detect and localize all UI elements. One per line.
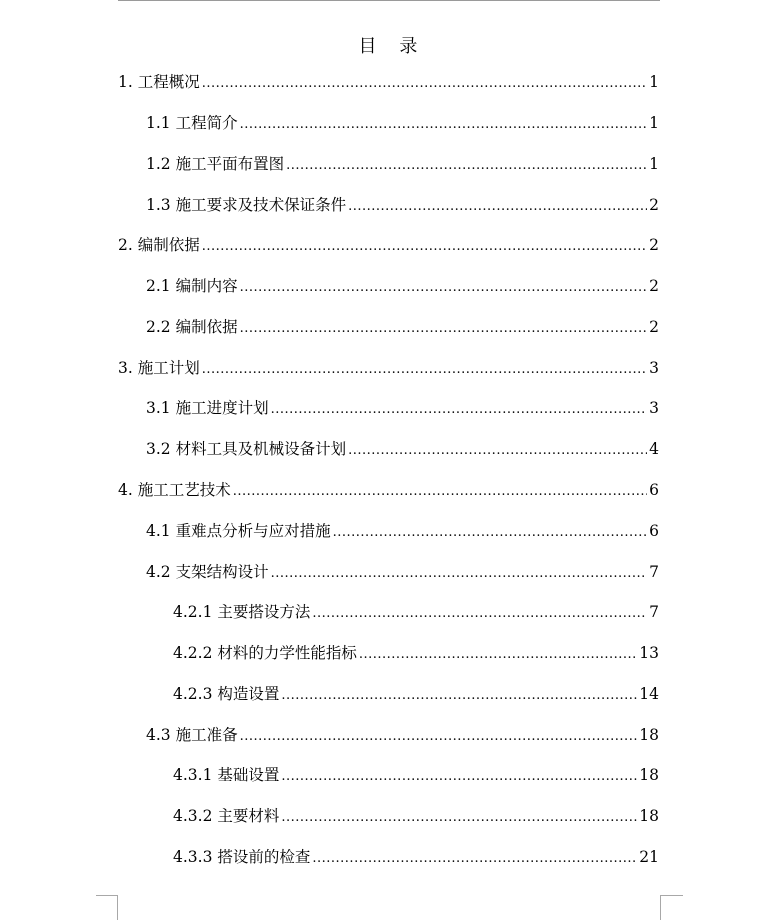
toc-leader-dots bbox=[348, 442, 647, 460]
toc-leader-dots bbox=[281, 768, 637, 786]
toc-entry-text: 1. 工程概况 bbox=[118, 73, 200, 91]
toc-leader-dots bbox=[312, 605, 647, 623]
toc-entry-text: 3.2 材料工具及机械设备计划 bbox=[146, 440, 347, 458]
toc-entry[interactable] bbox=[146, 153, 659, 175]
toc-entry[interactable] bbox=[146, 275, 659, 297]
toc-leader-dots bbox=[286, 157, 647, 175]
toc-entry-text: 2. 编制依据 bbox=[118, 236, 200, 254]
toc-entry-text: 4.3 施工准备 bbox=[146, 726, 238, 744]
toc-entry-text: 4. 施工工艺技术 bbox=[118, 481, 231, 499]
toc-entry-text: 4.3.2 主要材料 bbox=[173, 807, 280, 825]
toc-entry[interactable] bbox=[146, 561, 659, 583]
toc-entry[interactable] bbox=[173, 805, 659, 827]
toc-entry-text: 1.3 施工要求及技术保证条件 bbox=[146, 196, 347, 214]
toc-entry[interactable] bbox=[146, 194, 659, 216]
toc-entry[interactable] bbox=[173, 601, 659, 623]
toc-page-number: 18 bbox=[639, 807, 659, 825]
toc-title: 目 录 bbox=[358, 36, 418, 57]
toc-entry-text: 2.1 编制内容 bbox=[146, 277, 238, 295]
page-corner-mark-left bbox=[96, 895, 118, 920]
toc-leader-dots bbox=[233, 483, 647, 501]
toc-entry[interactable] bbox=[118, 479, 659, 501]
toc-page-number: 1 bbox=[649, 155, 659, 173]
toc-entry-text: 4.2.3 构造设置 bbox=[173, 685, 280, 703]
toc-leader-dots bbox=[359, 646, 637, 664]
toc-leader-dots bbox=[202, 238, 647, 256]
toc-page-number: 2 bbox=[649, 196, 659, 214]
toc-entry-text: 4.2 支架结构设计 bbox=[146, 563, 269, 581]
toc-page-number: 4 bbox=[649, 440, 659, 458]
toc-entry[interactable] bbox=[146, 724, 659, 746]
toc-page-number: 13 bbox=[639, 644, 659, 662]
toc-page-number: 3 bbox=[649, 399, 659, 417]
toc-entry-text: 3.1 施工进度计划 bbox=[146, 399, 269, 417]
toc-entry[interactable] bbox=[146, 316, 659, 338]
toc-entry-text: 1.1 工程简介 bbox=[146, 114, 238, 132]
toc-entry[interactable] bbox=[146, 520, 659, 542]
toc-page-number: 2 bbox=[649, 236, 659, 254]
toc-entry[interactable] bbox=[146, 438, 659, 460]
toc-entry-text: 4.3.1 基础设置 bbox=[173, 766, 280, 784]
toc-entry[interactable] bbox=[118, 234, 659, 256]
toc-page-number: 14 bbox=[639, 685, 659, 703]
toc-page-number: 7 bbox=[649, 563, 659, 581]
toc-leader-dots bbox=[240, 320, 648, 338]
toc-entry[interactable] bbox=[173, 683, 659, 705]
toc-entry[interactable] bbox=[173, 846, 659, 868]
toc-page-number: 18 bbox=[639, 726, 659, 744]
toc-page-number: 6 bbox=[649, 481, 659, 499]
toc-entry[interactable] bbox=[118, 357, 659, 379]
toc-entry[interactable] bbox=[118, 71, 659, 93]
toc-entry[interactable] bbox=[146, 397, 659, 419]
toc-page-number: 1 bbox=[649, 73, 659, 91]
toc-entry[interactable] bbox=[146, 112, 659, 134]
toc-leader-dots bbox=[240, 728, 638, 746]
toc-leader-dots bbox=[202, 361, 647, 379]
toc-leader-dots bbox=[281, 687, 637, 705]
toc-leader-dots bbox=[240, 279, 648, 297]
toc-entry-text: 4.3.3 搭设前的检查 bbox=[173, 848, 311, 866]
toc-leader-dots bbox=[312, 850, 637, 868]
toc-entry[interactable] bbox=[173, 764, 659, 786]
toc-leader-dots bbox=[271, 565, 648, 583]
toc-entry-text: 4.1 重难点分析与应对措施 bbox=[146, 522, 331, 540]
toc-entry[interactable] bbox=[173, 642, 659, 664]
toc-entry-text: 3. 施工计划 bbox=[118, 359, 200, 377]
toc-entry-text: 2.2 编制依据 bbox=[146, 318, 238, 336]
toc-page-number: 2 bbox=[649, 277, 659, 295]
toc-leader-dots bbox=[333, 524, 648, 542]
toc-entry-text: 4.2.2 材料的力学性能指标 bbox=[173, 644, 357, 662]
toc-leader-dots bbox=[271, 401, 648, 419]
toc-leader-dots bbox=[281, 809, 637, 827]
toc-leader-dots bbox=[202, 75, 647, 93]
toc-page-number: 18 bbox=[639, 766, 659, 784]
toc-leader-dots bbox=[240, 116, 648, 134]
toc-page-number: 7 bbox=[649, 603, 659, 621]
page-corner-mark-right bbox=[660, 895, 683, 920]
toc-leader-dots bbox=[348, 198, 647, 216]
toc-page-number: 6 bbox=[649, 522, 659, 540]
toc-entry-text: 1.2 施工平面布置图 bbox=[146, 155, 285, 173]
toc-entry-text: 4.2.1 主要搭设方法 bbox=[173, 603, 311, 621]
toc-page-number: 1 bbox=[649, 114, 659, 132]
toc-page-number: 21 bbox=[639, 848, 659, 866]
toc-page-number: 2 bbox=[649, 318, 659, 336]
toc-page-number: 3 bbox=[649, 359, 659, 377]
